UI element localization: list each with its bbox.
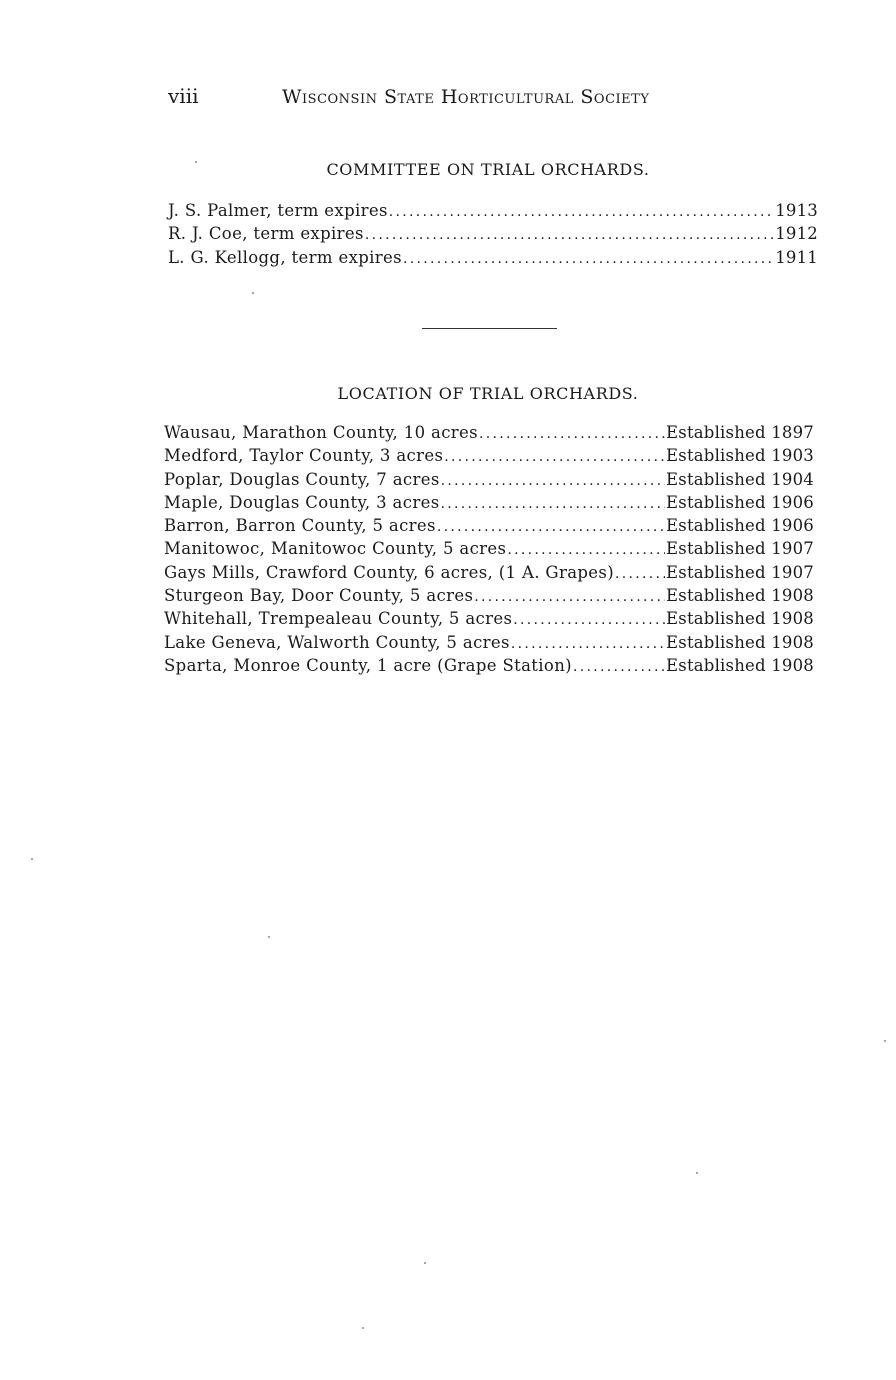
established-year: Established 1906 [666, 516, 814, 536]
established-year: Established 1907 [666, 562, 814, 582]
established-year: Established 1904 [666, 469, 814, 489]
established-year: Established 1908 [666, 655, 814, 675]
scan-speck [252, 292, 254, 294]
location-place: Sturgeon Bay, Door County, 5 acres [164, 586, 474, 606]
established-year: Established 1908 [666, 586, 814, 606]
term-year: 1912 [775, 224, 818, 244]
established-year: Established 1906 [666, 492, 814, 512]
location-place: Lake Geneva, Walworth County, 5 acres [164, 632, 510, 652]
list-item [164, 584, 814, 607]
list-item [168, 222, 818, 245]
list-item [164, 654, 814, 677]
location-place: Maple, Douglas County, 3 acres [164, 492, 440, 512]
list-item [164, 421, 814, 444]
dot-leader [441, 470, 665, 493]
scan-speck [268, 936, 270, 938]
term-year: 1913 [775, 201, 818, 220]
location-place: Gays Mills, Crawford County, 6 acres, (1 A. Grapes) [164, 562, 615, 582]
location-place: Sparta, Monroe County, 1 acre (Grape Station) [164, 655, 572, 675]
dot-leader [615, 563, 665, 586]
dot-leader [479, 423, 665, 446]
established-year: Established 1908 [666, 609, 814, 629]
dot-leader [507, 539, 665, 562]
dot-leader [365, 224, 774, 247]
committee-list [168, 199, 818, 269]
scan-speck [424, 1262, 426, 1264]
scan-speck [362, 1327, 364, 1329]
dot-leader [441, 493, 666, 516]
locations-title: LOCATION OF TRIAL ORCHARDS. [337, 384, 639, 403]
page-number: viii [168, 84, 199, 108]
list-item [164, 537, 814, 560]
established-year: Established 1907 [666, 539, 814, 559]
dot-leader [511, 633, 665, 656]
list-item [168, 199, 818, 222]
list-item [164, 607, 814, 630]
established-year: Established 1903 [666, 446, 814, 466]
scan-speck [696, 1172, 698, 1174]
dot-leader [444, 446, 665, 469]
list-item [164, 491, 814, 514]
location-place: Manitowoc, Manitowoc County, 5 acres [164, 539, 507, 559]
page-header [168, 84, 728, 114]
list-item [164, 561, 814, 584]
running-head: Wisconsin State Horticultural Society [282, 86, 650, 108]
scan-speck [884, 1040, 886, 1042]
list-item [168, 246, 818, 269]
location-place: Barron, Barron County, 5 acres [164, 516, 436, 536]
location-place: Medford, Taylor County, 3 acres [164, 446, 444, 466]
list-item [164, 631, 814, 654]
section-divider [422, 328, 557, 329]
member-name: L. G. Kellogg, term expires [168, 247, 402, 267]
list-item [164, 514, 814, 537]
member-name: R. J. Coe, term expires [168, 224, 364, 244]
member-name: J. S. Palmer, term expires [168, 201, 388, 220]
location-place: Poplar, Douglas County, 7 acres [164, 469, 440, 489]
scan-speck [195, 161, 197, 163]
location-place: Whitehall, Trempealeau County, 5 acres [164, 609, 513, 629]
term-year: 1911 [775, 247, 818, 267]
dot-leader [474, 586, 665, 609]
established-year: Established 1897 [666, 423, 814, 442]
dot-leader [437, 516, 665, 539]
list-item [164, 444, 814, 467]
dot-leader [389, 201, 774, 224]
dot-leader [573, 656, 665, 679]
location-place: Wausau, Marathon County, 10 acres [164, 423, 478, 442]
locations-list [164, 421, 814, 677]
established-year: Established 1908 [666, 632, 814, 652]
dot-leader [513, 609, 665, 632]
dot-leader [403, 248, 774, 271]
list-item [164, 468, 814, 491]
committee-title: COMMITTEE ON TRIAL ORCHARDS. [326, 160, 650, 179]
scan-speck [31, 858, 33, 860]
